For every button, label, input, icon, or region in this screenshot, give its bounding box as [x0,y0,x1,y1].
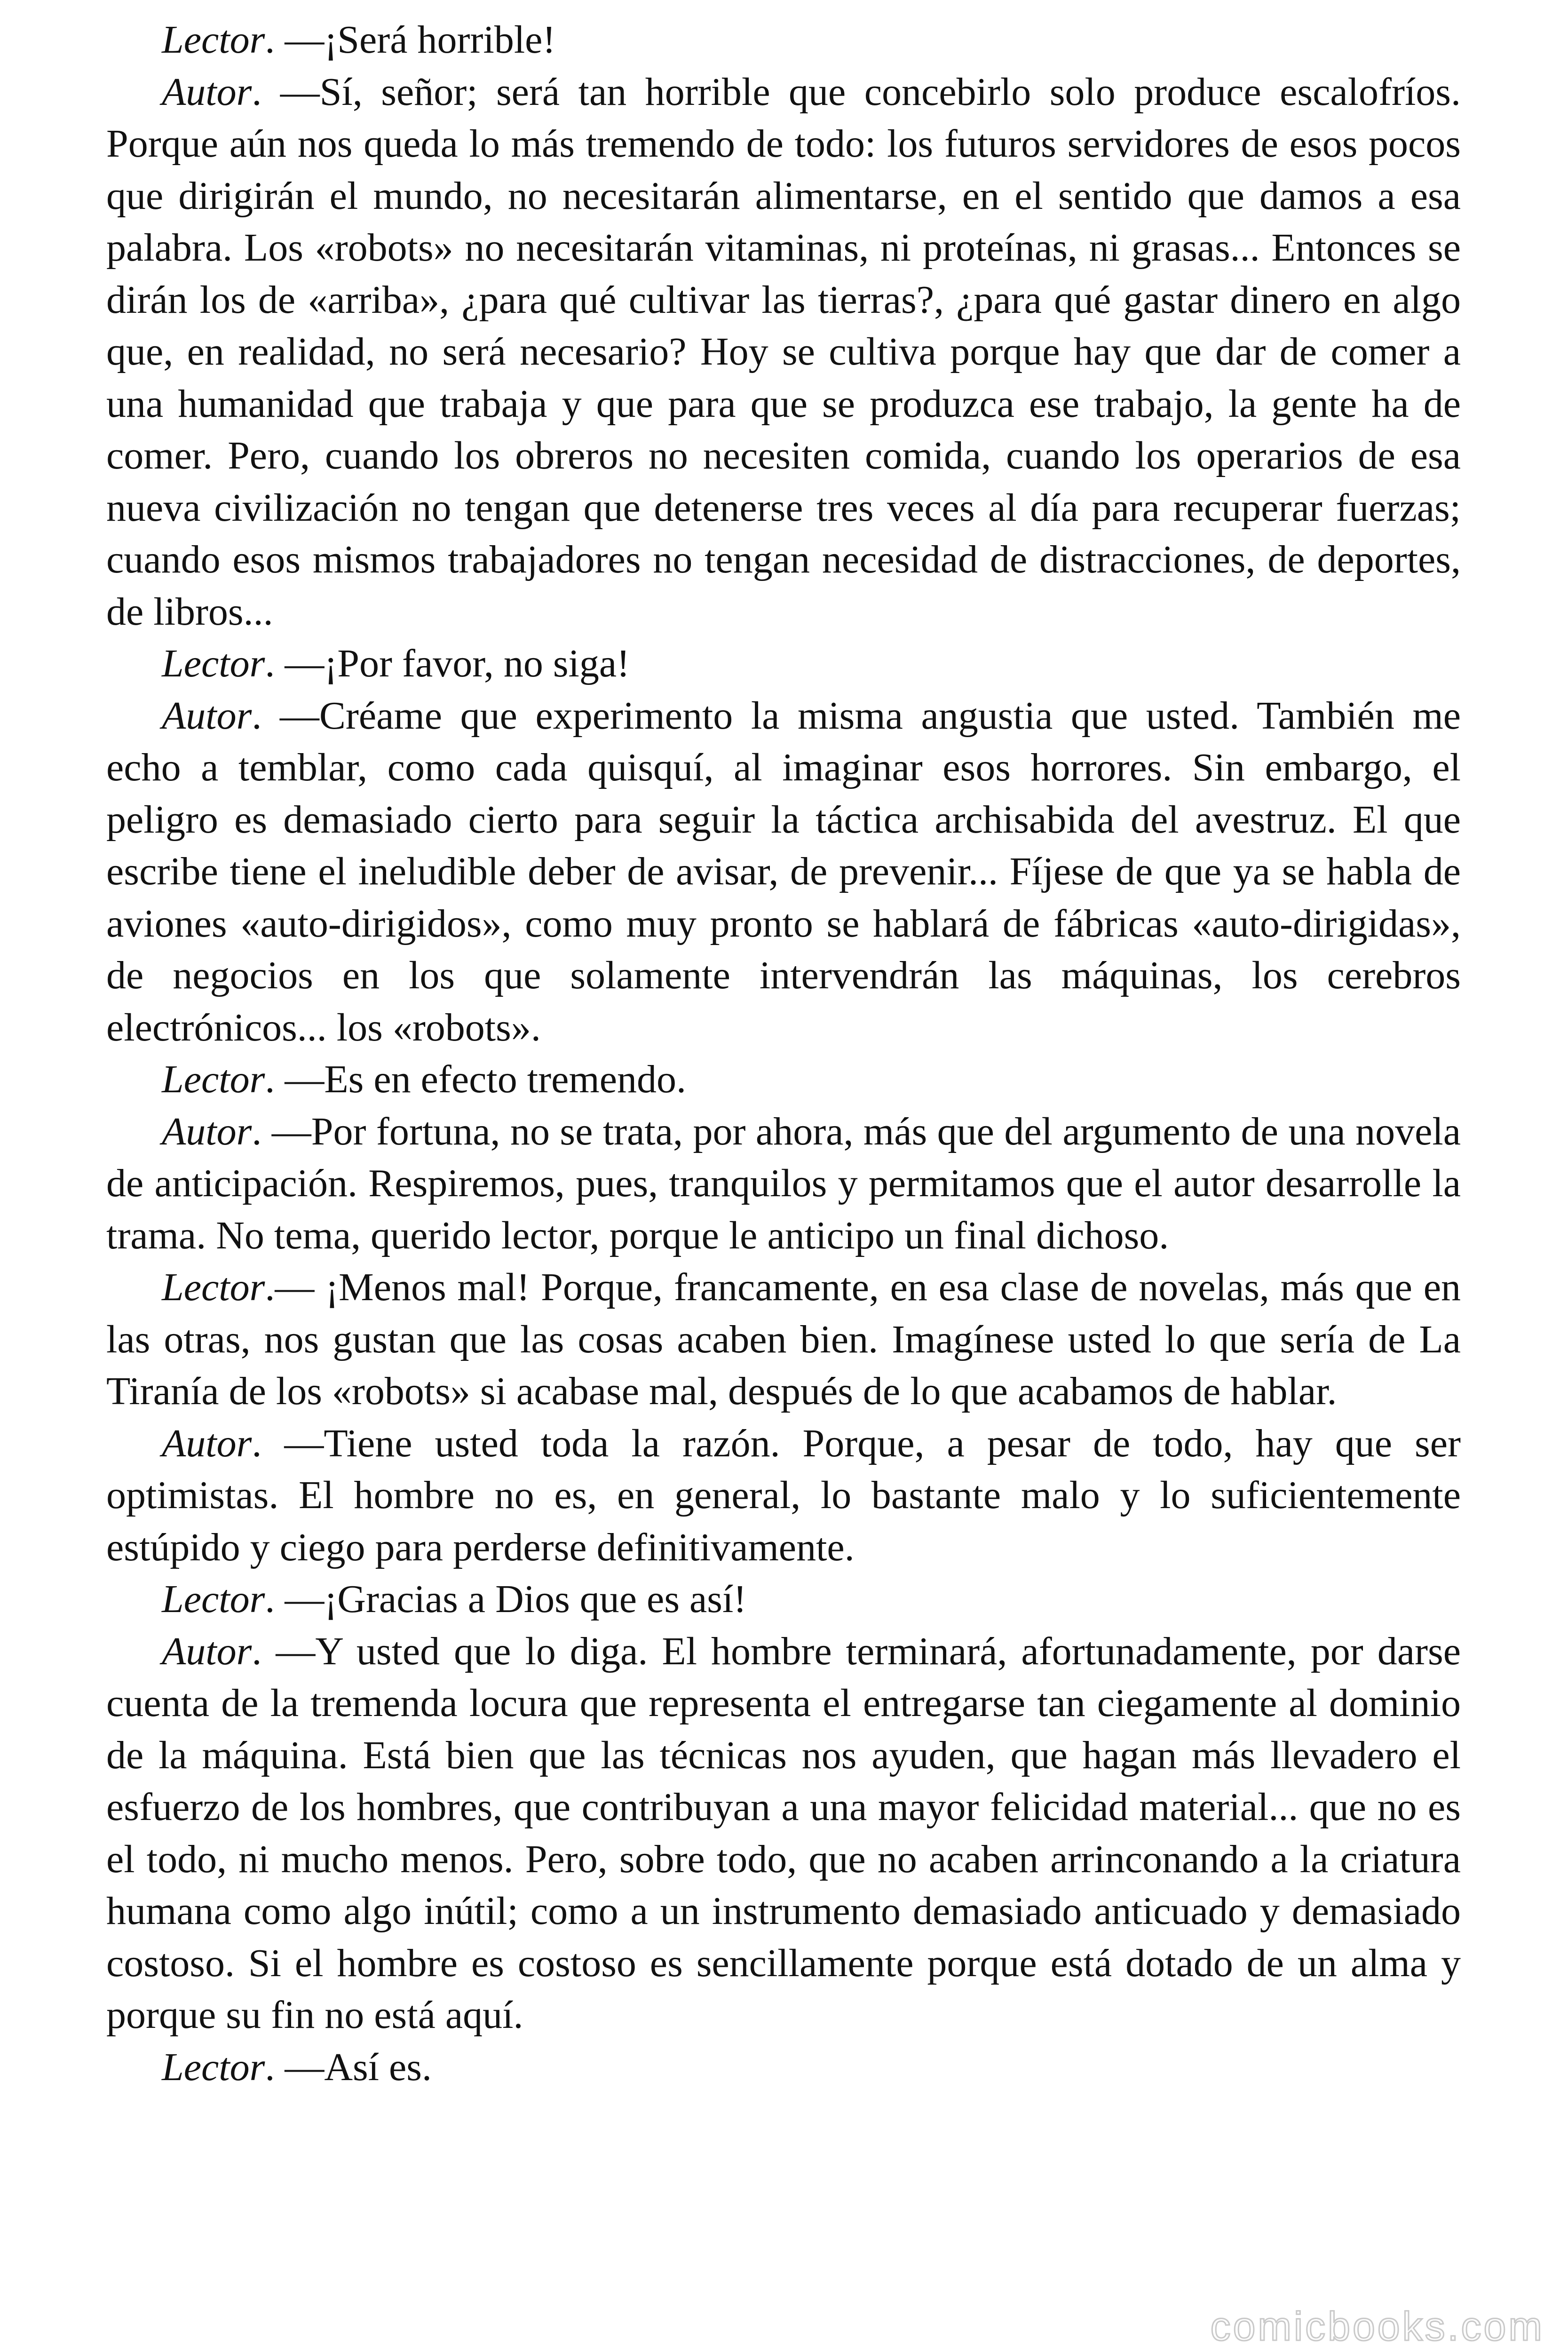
dialogue-text: . —Es en efecto tremendo. [265,1057,686,1101]
dialogue-paragraph [106,66,1461,638]
dialogue-paragraph [106,1262,1461,1418]
dialogue-paragraph [106,1626,1461,2042]
dialogue-paragraph [106,1106,1461,1262]
dialogue-text: . —Por fortuna, no se trata, por ahora, más que del argumento de una novela de anticipación. Respiremos, pues, tranquilos y permitamos que el autor desarrolle la trama. No tema, querido lector, porque le anticipo un final dichoso. [106,1109,1461,1257]
dialogue-text: . —Y usted que lo diga. El hombre terminará, afortunadamente, por darse cuenta de la tremenda locura que representa el entregarse tan ciegamente al dominio de la máquina. Está bien que las técnicas nos ayuden, que hagan más llevadero el esfuerzo de los hombres, que contribuyan a una mayor felicidad material... que no es el todo, ni mucho menos. Pero, sobre todo, que no acaben arrinconando a la criatura humana como algo inútil; como a un instrumento demasiado anticuado y demasiado costoso. Si el hombre es costoso es sencillamente porque está dotado de un alma y porque su fin no está aquí. [106,1629,1461,2037]
speaker-name: Lector [162,18,265,62]
speaker-name: Autor [162,1421,252,1465]
dialogue-text: . —¡Gracias a Dios que es así! [265,1577,747,1621]
dialogue-paragraph [106,2042,1461,2094]
dialogue-text: . —¡Por favor, no siga! [265,642,630,685]
book-page-text [106,14,1461,2093]
speaker-name: Autor [162,1109,252,1153]
watermark: comicbooks.com [1210,2304,1544,2349]
dialogue-paragraph [106,14,1461,66]
dialogue-text: . —Sí, señor; será tan horrible que concebirlo solo produce escalofríos. Porque aún nos queda lo más tremendo de todo: los futuros servidores de esos pocos que dirigirán el mundo, no necesitarán alimentarse, en el sentido que damos a esa palabra. Los «robots» no necesitarán vitaminas, ni proteínas, ni grasas... Entonces se dirán los de «arriba», ¿para qué cultivar las tierras?, ¿para qué gastar dinero en algo que, en realidad, no será necesario? Hoy se cultiva porque hay que dar de comer a una humanidad que trabaja y que para que se produzca ese trabajo, la gente ha de comer. Pero, cuando los obreros no necesiten comida, cuando los operarios de esa nueva civilización no tengan que detenerse tres veces al día para recuperar fuerzas; cuando esos mismos trabajadores no tengan necesidad de distracciones, de deportes, de libros... [106,70,1461,634]
dialogue-paragraph [106,1418,1461,1574]
dialogue-text: . —Créame que experimento la misma angustia que usted. También me echo a temblar, como cada quisquí, al imaginar esos horrores. Sin embargo, el peligro es demasiado cierto para seguir la táctica archisabida del avestruz. El que escribe tiene el ineludible deber de avisar, de prevenir... Fíjese de que ya se habla de aviones «auto-dirigidos», como muy pronto se hablará de fábricas «auto-dirigidas», de negocios en los que solamente intervendrán las máquinas, los cerebros electrónicos... los «robots». [106,693,1461,1049]
dialogue-text: . —Tiene usted toda la razón. Porque, a pesar de todo, hay que ser optimistas. El hombre no es, en general, lo bastante malo y lo suficientemente estúpido y ciego para perderse definitivamente. [106,1421,1461,1569]
speaker-name: Autor [162,70,252,114]
speaker-name: Lector [162,1577,265,1621]
dialogue-paragraph [106,638,1461,690]
dialogue-text: . —¡Será horrible! [265,18,556,62]
speaker-name: Lector [162,1057,265,1101]
dialogue-paragraph [106,690,1461,1054]
speaker-name: Autor [162,1629,252,1673]
speaker-name: Lector [162,2045,265,2089]
dialogue-text: . —Así es. [265,2045,432,2089]
speaker-name: Lector [162,642,265,685]
dialogue-paragraph [106,1054,1461,1106]
dialogue-text: .— ¡Menos mal! Porque, francamente, en esa clase de novelas, más que en las otras, nos gustan que las cosas acaben bien. Imagínese usted lo que sería de La Tiranía de los «robots» si acabase mal, después de lo que acabamos de hablar. [106,1265,1461,1413]
speaker-name: Lector [162,1265,265,1309]
speaker-name: Autor [162,693,252,738]
dialogue-paragraph [106,1573,1461,1626]
